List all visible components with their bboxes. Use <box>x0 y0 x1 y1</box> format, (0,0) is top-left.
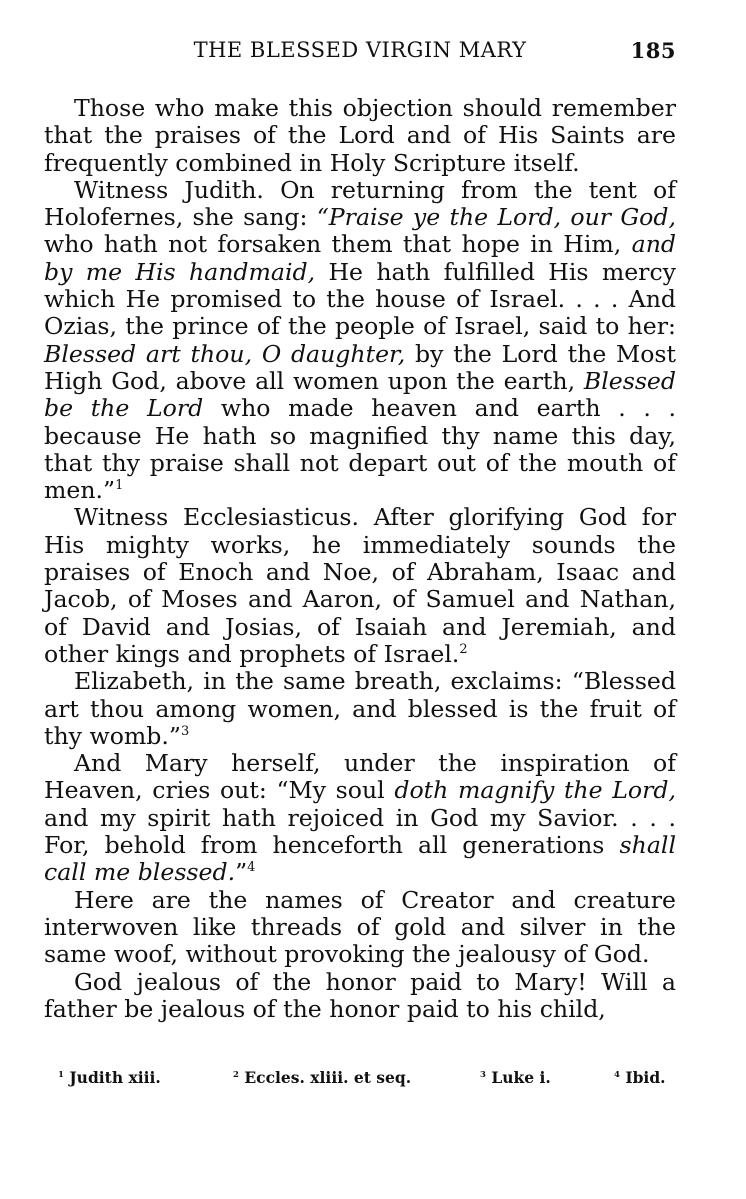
paragraph <box>44 887 676 969</box>
footnote-ref: 4 <box>247 860 256 876</box>
italic-text: doth magnify the Lord, <box>394 776 676 805</box>
footnote-marker: 4 <box>614 1070 620 1081</box>
text-run: who made heaven and earth . . . because He hath so magnified thy name this day, that thy praise shall not depart out of the mouth of men.” <box>44 394 676 505</box>
footnote-ref: 2 <box>459 641 468 657</box>
footnote-marker: 3 <box>480 1070 486 1081</box>
footnote-text: Eccles. xliii. et seq. <box>244 1068 412 1087</box>
text-run: And Mary herself, under the inspiration of Heaven, cries out: “My soul <box>44 749 676 805</box>
text-run: ” <box>235 858 248 887</box>
text-run: He hath fulfilled His mercy which He promised to the house of Israel. . . . And Ozias, the prince of the people of Israel, said to her: <box>44 257 676 341</box>
page-title: THE BLESSED VIRGIN MARY <box>193 38 527 62</box>
footnote-1 <box>58 1068 161 1087</box>
footnote-3 <box>480 1068 551 1087</box>
text-run: who hath not forsaken them that hope in Him, <box>44 230 632 259</box>
running-header <box>44 38 676 68</box>
text-run: God jealous of the honor paid to Mary! Will a father be jealous of the honor paid to his child, <box>44 967 676 1023</box>
page-number: 185 <box>630 38 676 63</box>
paragraph <box>44 969 676 1024</box>
paragraph <box>44 504 676 668</box>
paragraph <box>44 177 676 505</box>
text-run: Here are the names of Creator and creature interwoven like threads of gold and silver in the same woof, without provoking the jealousy of God. <box>44 885 676 969</box>
italic-text: Blessed be the Lord <box>44 366 676 423</box>
italic-text: Blessed art thou, O daughter, <box>44 339 406 368</box>
footnote-marker: 1 <box>58 1070 64 1081</box>
footnote-text: Ibid. <box>625 1068 666 1087</box>
text-run: by the Lord the Most High God, above all women upon the earth, <box>44 339 677 395</box>
italic-text: shall call me blessed. <box>44 831 676 887</box>
footnote-ref: 1 <box>115 478 124 494</box>
text-run: Those who make this objection should remember that the praises of the Lord and of His Saints are frequently combined in Holy Scripture itself. <box>44 94 676 177</box>
text-run: Witness Ecclesiasticus. After glorifying God for His mighty works, he immediately sounds the praises of Enoch and Noe, of Abraham, Isaac and Jacob, of Moses and Aaron, of Samuel and Nathan, of David and Josias, of Isaiah and Jeremiah, and other kings and prophets of Israel. <box>44 503 676 668</box>
footnote-2 <box>233 1068 411 1087</box>
paragraph <box>44 668 676 750</box>
footnotes <box>58 1068 674 1092</box>
italic-text: “Praise ye the Lord, our God, <box>316 203 676 232</box>
text-run: and my spirit hath rejoiced in God my Savior. . . . For, behold from henceforth all generations <box>44 803 676 860</box>
footnote-ref: 3 <box>180 723 190 739</box>
footnote-text: Luke i. <box>491 1068 551 1087</box>
paragraph <box>44 95 676 177</box>
body-text <box>44 95 676 1023</box>
footnote-text: Judith xiii. <box>69 1068 161 1087</box>
footnote-marker: 2 <box>233 1070 239 1081</box>
text-run: Elizabeth, in the same breath, exclaims: “Blessed art thou among women, and blessed is the fruit of thy womb.” <box>44 667 676 750</box>
italic-text: and by me His handmaid, <box>44 230 676 286</box>
paragraph <box>44 750 676 886</box>
footnote-4 <box>614 1068 666 1087</box>
text-run: Witness Judith. On returning from the tent of Holofernes, she sang: <box>44 175 676 232</box>
